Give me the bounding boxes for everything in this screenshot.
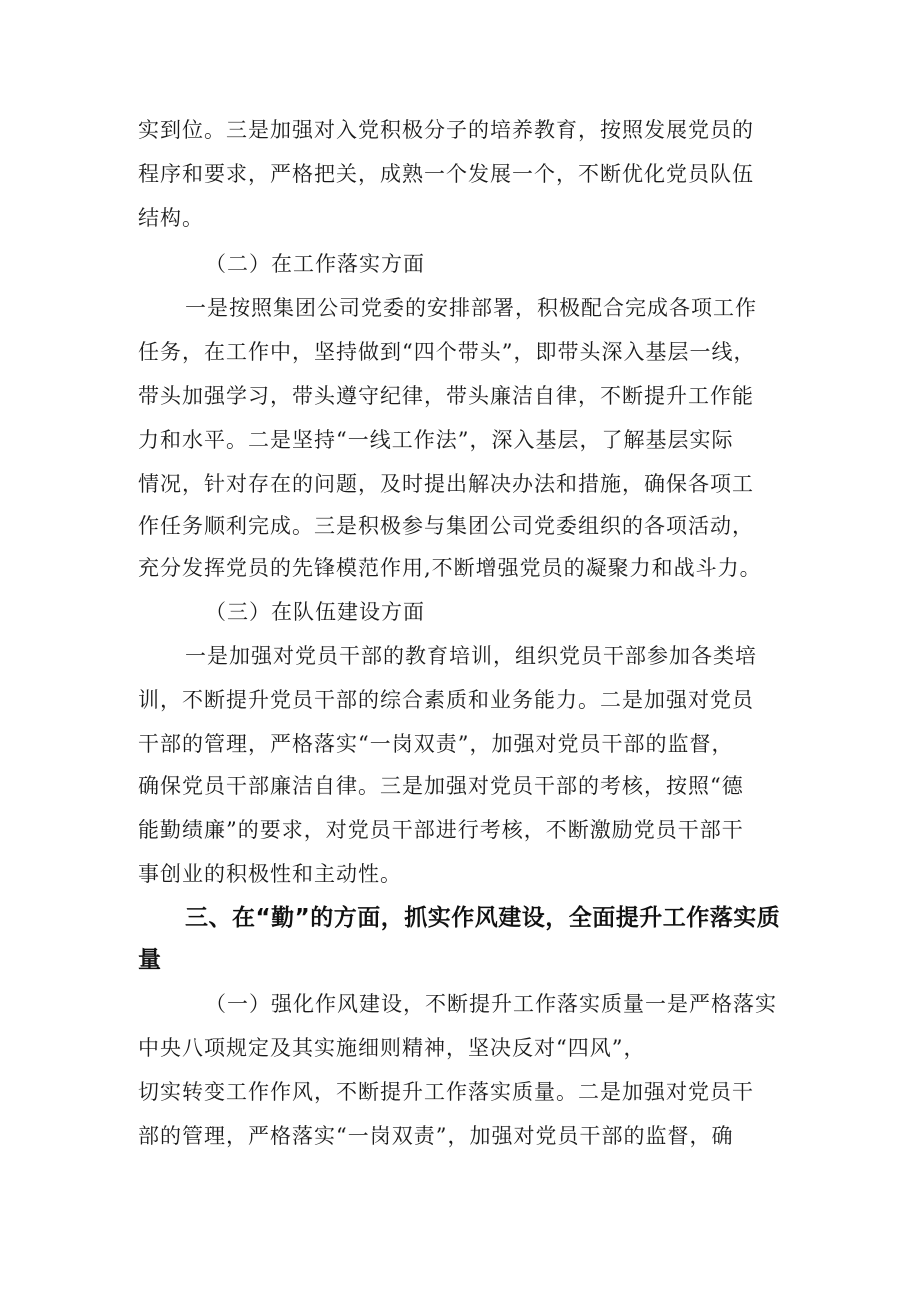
- body-text-line: 事创业的积极性和主动性。: [138, 862, 402, 886]
- body-text-line: 任务，在工作中，坚持做到“四个带头”，即带头深入基层一线，: [138, 340, 756, 364]
- body-text-line: 一是按照集团公司党委的安排部署，积极配合完成各项工作: [185, 296, 757, 320]
- section-heading: 三、在“勤”的方面，抓实作风建设，全面提升工作落实质: [185, 905, 781, 931]
- body-text-line: 力和水平。二是坚持“一线工作法”，深入基层，了解基层实际: [138, 428, 734, 452]
- body-text-line: 带头加强学习，带头遵守纪律，带头廉洁自律，不断提升工作能: [138, 384, 754, 408]
- body-text-line: 确保党员干部廉洁自律。三是加强对党员干部的考核，按照“德: [138, 774, 744, 798]
- body-text-line: （一）强化作风建设，不断提升工作落实质量一是严格落实: [205, 992, 777, 1016]
- body-text-line: 程序和要求，严格把关，成熟一个发展一个，不断优化党员队伍: [138, 162, 754, 186]
- section-subheading: （二）在工作落实方面: [205, 252, 425, 276]
- body-text-line: 情况，针对存在的问题，及时提出解决办法和措施，确保各项工: [138, 472, 754, 496]
- section-subheading: （三）在队伍建设方面: [205, 600, 425, 624]
- body-text-line: 结构。: [138, 206, 204, 230]
- body-text-line: 实到位。三是加强对入党积极分子的培养教育，按照发展党员的: [138, 118, 754, 142]
- body-text-line: 充分发挥党员的先锋模范作用,不断增强党员的凝聚力和战斗力。: [138, 556, 762, 580]
- body-text-line: 干部的管理，严格落实“一岗双责”，加强对党员干部的监督，: [138, 732, 734, 756]
- body-text-line: 一是加强对党员干部的教育培训，组织党员干部参加各类培: [185, 644, 757, 668]
- body-text-line: 切实转变工作作风，不断提升工作落实质量。二是加强对党员干: [138, 1080, 754, 1104]
- body-text-line: 能勤绩廉”的要求，对党员干部进行考核，不断激励党员干部干: [138, 818, 744, 842]
- body-text-line: 训，不断提升党员干部的综合素质和业务能力。二是加强对党员: [138, 688, 754, 712]
- body-text-line: 作任务顺利完成。三是积极参与集团公司党委组织的各项活动，: [138, 514, 754, 538]
- body-text-line: 部的管理，严格落实“一岗双责”，加强对党员干部的监督，确: [138, 1124, 734, 1148]
- body-text-line: 中央八项规定及其实施细则精神，坚决反对“四风”，: [138, 1036, 646, 1060]
- section-heading: 量: [138, 947, 162, 973]
